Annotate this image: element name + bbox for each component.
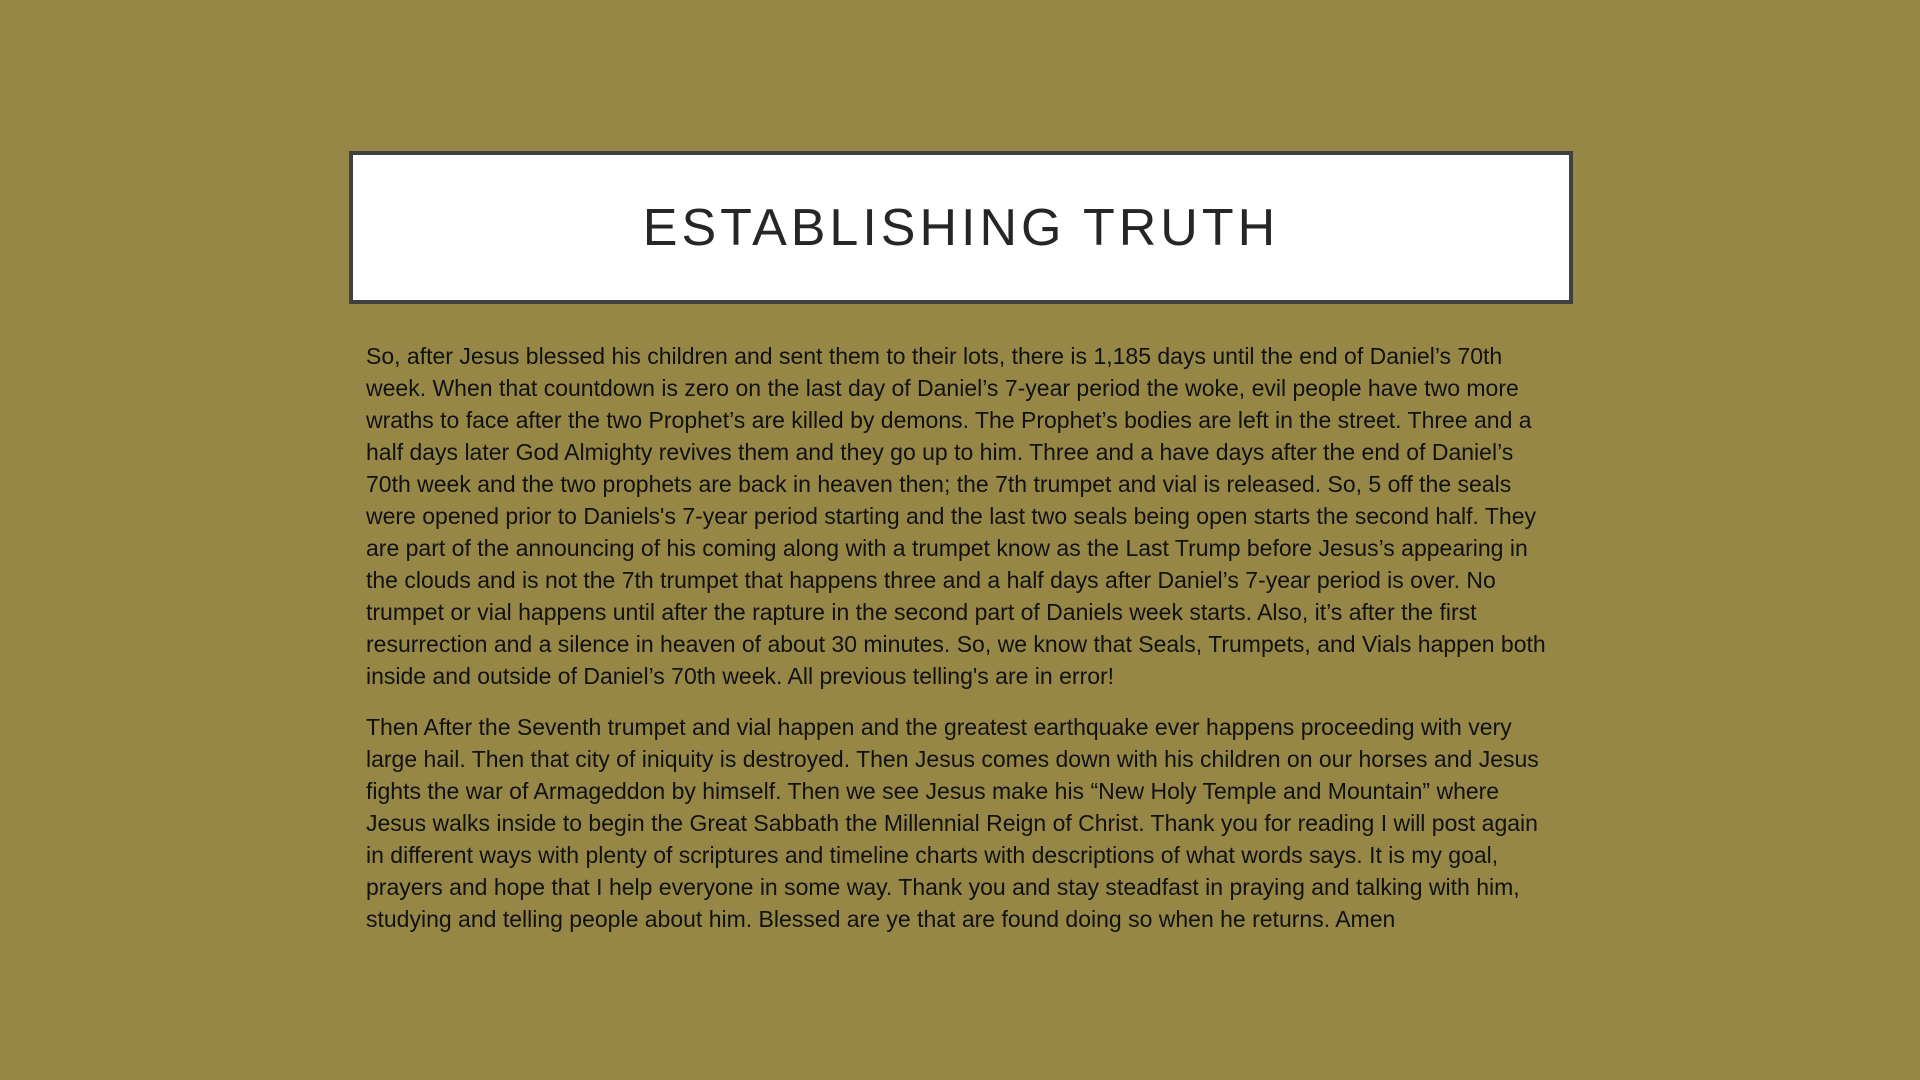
slide-body [366, 340, 1558, 954]
title-box [349, 151, 1573, 304]
slide-title: ESTABLISHING TRUTH [642, 198, 1280, 257]
body-paragraph-1: So, after Jesus blessed his children and sent them to their lots, there is 1,185 days until the end of Daniel’s 70th week. When that countdown is zero on the last day of Daniel’s 7-year period the woke, evil people have two more wraths to face after the two Prophet’s are killed by demons. The Prophet’s bodies are left in the street. Three and a half days later God Almighty revives them and they go up to him. Three and a have days after the end of Daniel’s 70th week and the two prophets are back in heaven then; the 7th trumpet and vial is released. So, 5 off the seals were opened prior to Daniels's 7-year period starting and the last two seals being open starts the second half. They are part of the announcing of his coming along with a trumpet know as the Last Trump before Jesus’s appearing in the clouds and is not the 7th trumpet that happens three and a half days after Daniel’s 7-year period is over. No trumpet or vial happens until after the rapture in the second part of Daniels week starts. Also, it’s after the first resurrection and a silence in heaven of about 30 minutes. So, we know that Seals, Trumpets, and Vials happen both inside and outside of Daniel’s 70th week. All previous telling's are in error! [366, 343, 1546, 689]
body-paragraph-2: Then After the Seventh trumpet and vial happen and the greatest earthquake ever happens proceeding with very large hail. Then that city of iniquity is destroyed. Then Jesus comes down with his children on our horses and Jesus fights the war of Armageddon by himself. Then we see Jesus make his “New Holy Temple and Mountain” where Jesus walks inside to begin the Great Sabbath the Millennial Reign of Christ. Thank you for reading I will post again in different ways with plenty of scriptures and timeline charts with descriptions of what words says. It is my goal, prayers and hope that I help everyone in some way. Thank you and stay steadfast in praying and talking with him, studying and telling people about him. Blessed are ye that are found doing so when he returns. Amen [366, 714, 1539, 932]
